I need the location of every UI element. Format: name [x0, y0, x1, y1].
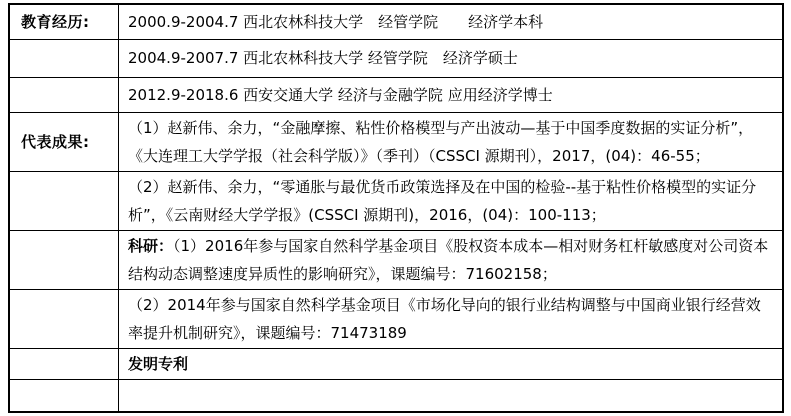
row-content-cell [119, 379, 784, 412]
row-label-cell [9, 77, 119, 112]
table-row [9, 39, 783, 77]
row-content-cell [119, 171, 784, 230]
representative-achievements-label: 代表成果: [21, 133, 90, 151]
row-label-cell [9, 112, 119, 171]
publication-entry-2: （2）赵新伟、余力，“零通胀与最优货币政策选择及在中国的检验--基于粘性价格模型的实证分析”，《云南财经大学学报》(CSSCI 源期刊)，2016，(04)：100-113； [128, 177, 757, 224]
row-label-cell [9, 230, 119, 289]
row-label-cell [9, 4, 119, 39]
education-entry-phd: 2012.9-2018.6 西安交通大学 经济与金融学院 应用经济学博士 [128, 85, 553, 104]
education-entry-master: 2004.9-2007.7 西北农林科技大学 经管学院 经济学硕士 [128, 49, 518, 67]
row-content-cell [119, 112, 784, 171]
table-row [9, 77, 783, 112]
education-entry-bachelor: 2000.9-2004.7 西北农林科技大学 经管学院 经济学本科 [128, 12, 544, 31]
row-label-cell [9, 39, 119, 77]
table-row [9, 171, 783, 230]
education-history-label: 教育经历: [21, 13, 90, 32]
table-row [9, 289, 783, 348]
row-content-cell [119, 348, 784, 379]
invention-patent-label: 发明专利 [128, 354, 189, 373]
table-row [9, 4, 783, 39]
row-label-cell [9, 171, 119, 230]
cv-table-body [9, 4, 783, 412]
row-content-cell [119, 289, 784, 348]
table-row [9, 230, 783, 289]
research-prefix-label: 科研： [128, 236, 174, 255]
research-project-entry-1: （1）2016年参与国家自然科学基金项目《股权资本成本—相对财务杠杆敏感度对公司资本结构动态调整速度异质性的影响研究》，课题编号：71602158； [128, 236, 769, 283]
table-row [9, 379, 783, 412]
table-row [9, 348, 783, 379]
row-content-cell [119, 77, 784, 112]
research-project-entry-2: （2）2014年参与国家自然科学基金项目《市场化导向的银行业结构调整与中国商业银行经营效率提升机制研究》，课题编号：71473189 [128, 295, 761, 342]
row-label-cell [9, 379, 119, 412]
row-label-cell [9, 289, 119, 348]
row-content-cell [119, 4, 784, 39]
row-label-cell [9, 348, 119, 379]
row-content-cell [119, 230, 784, 289]
row-content-cell [119, 39, 784, 77]
table-row [9, 112, 783, 171]
publication-entry-1: （1）赵新伟、余力，“金融摩擦、粘性价格模型与产出波动—基于中国季度数据的实证分析”，《大连理工大学学报（社会科学版）》（季刊）（CSSCI 源期刊），2017，(04)：46-55； [128, 118, 754, 165]
cv-table [8, 3, 784, 413]
